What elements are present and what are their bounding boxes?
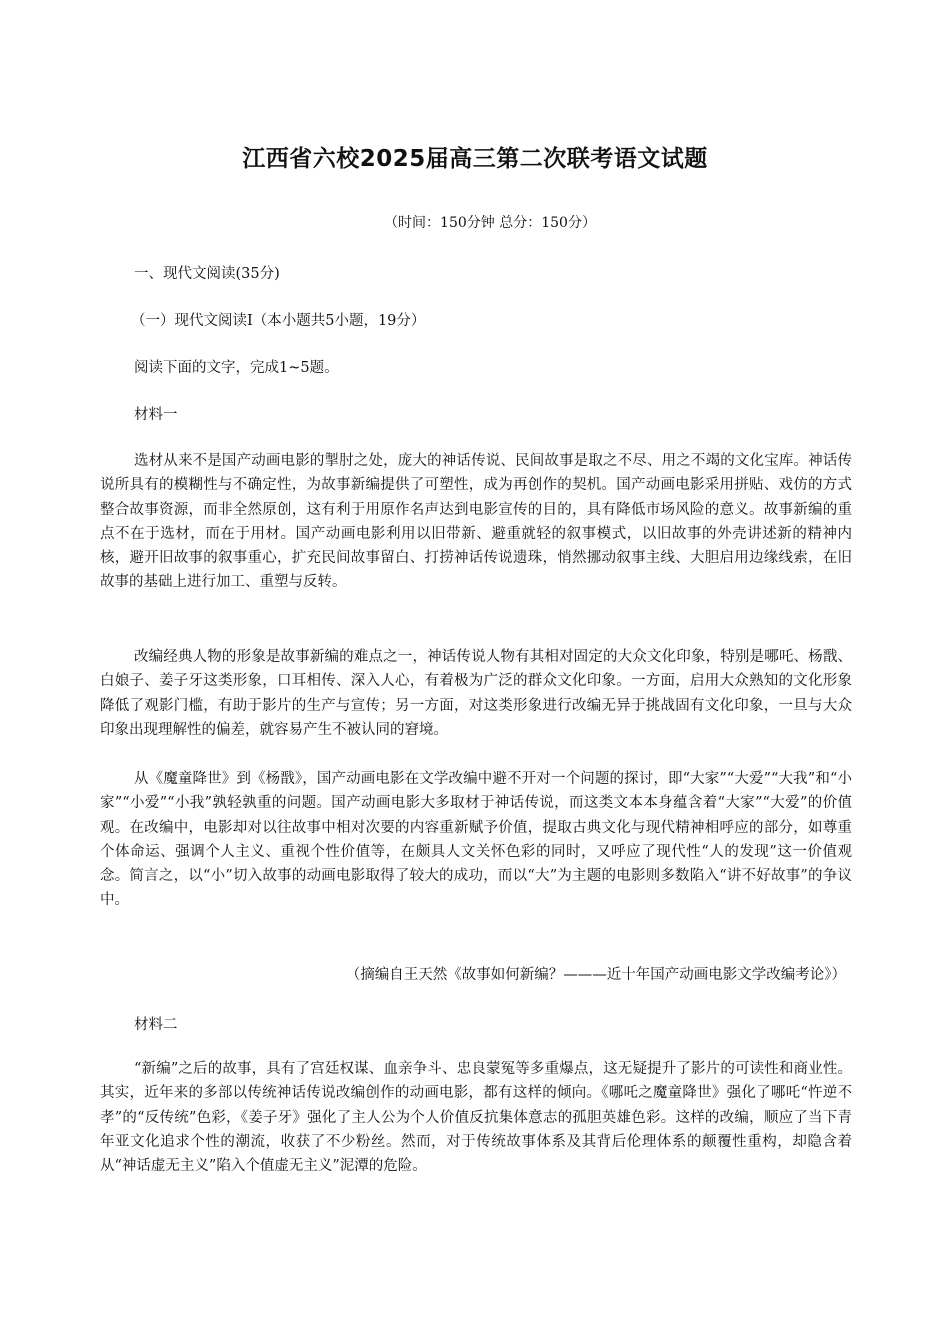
material-two-label: 材料二	[134, 1017, 178, 1033]
section-heading: 一、现代文阅读(35分)	[134, 266, 280, 282]
material-two-paragraph: “新编”之后的故事，具有了宫廷权谋、血亲争斗、忠良蒙冤等多重爆点，这无疑提升了影片的可读性和商业性。其实，近年来的多部以传统神话传说改编创作的动画电影，都有这样的倾向。《哪吒之魔童降世》强化了哪吒“忤逆不孝”的“反传统”色彩，《姜子牙》强化了主人公为个人价值反抗集体意志的孤胆英雄色彩。这样的改编，顺应了当下青年亚文化追求个性的潮流，收获了不少粉丝。然而，对于传统故事体系及其背后伦理体系的颠覆性重构，却隐含着从“神话虚无主义”陷入个值虚无主义”泥潭的危险。	[100, 1061, 852, 1175]
subsection-heading: （一）现代文阅读Ⅰ（本小题共5小题，19分）	[131, 313, 426, 329]
exam-title: 江西省六校2025届高三第二次联考语文试题	[242, 146, 708, 172]
reading-instruction: 阅读下面的文字，完成1~5题。	[134, 360, 339, 376]
material-one-paragraph: 从《魔童降世》到《杨戬》，国产动画电影在文学改编中避不开对一个问题的探讨，即“大家”“大爱”“大我”和“小家”“小爱”“小我”孰轻孰重的问题。国产动画电影大多取材于神话传说，而这类文本本身蕴含着“大家”“大爱”的价值观。在改编中，电影却对以往故事中相对次要的内容重新赋予价值，提取古典文化与现代精神相呼应的部分，如尊重个体命运、强调个人主义、重视个性价值等，在颇具人文关怀色彩的同时，又呼应了现代性“人的发现”这一价值观念。简言之，以“小”切入故事的动画电影取得了较大的成功，而以“大”为主题的电影则多数陷入“讲不好故事”的争议中。	[100, 771, 852, 909]
material-one-label: 材料一	[134, 407, 178, 423]
exam-time-score: （时间：150分钟 总分：150分）	[384, 215, 596, 231]
material-one-source: （摘编自王天然《故事如何新编？———近十年国产动画电影文学改编考论》）	[345, 967, 846, 983]
material-one-paragraph: 改编经典人物的形象是故事新编的难点之一，神话传说人物有其相对固定的大众文化印象，特别是哪吒、杨戬、白娘子、姜子牙这类形象，口耳相传、深入人心，有着极为广泛的群众文化印象。一方面，启用大众熟知的文化形象降低了观影门槛，有助于影片的生产与宣传；另一方面，对这类形象进行改编无异于挑战固有文化印象，一旦与大众印象出现理解性的偏差，就容易产生不被认同的窘境。	[100, 649, 852, 738]
material-one-paragraph: 选材从来不是国产动画电影的掣肘之处，庞大的神话传说、民间故事是取之不尽、用之不竭的文化宝库。神话传说所具有的模糊性与不确定性，为故事新编提供了可塑性，成为再创作的契机。国产动画电影采用拼贴、戏仿的方式整合故事资源，而非全然原创，这有利于用原作名声达到电影宣传的目的，具有降低市场风险的意义。故事新编的重点不在于选材，而在于用材。国产动画电影利用以旧带新、避重就轻的叙事模式，以旧故事的外壳讲述新的精神内核，避开旧故事的叙事重心，扩充民间故事留白、打捞神话传说遗珠，悄然挪动叙事主线、大胆启用边缘线索，在旧故事的基础上进行加工、重塑与反转。	[100, 453, 852, 591]
